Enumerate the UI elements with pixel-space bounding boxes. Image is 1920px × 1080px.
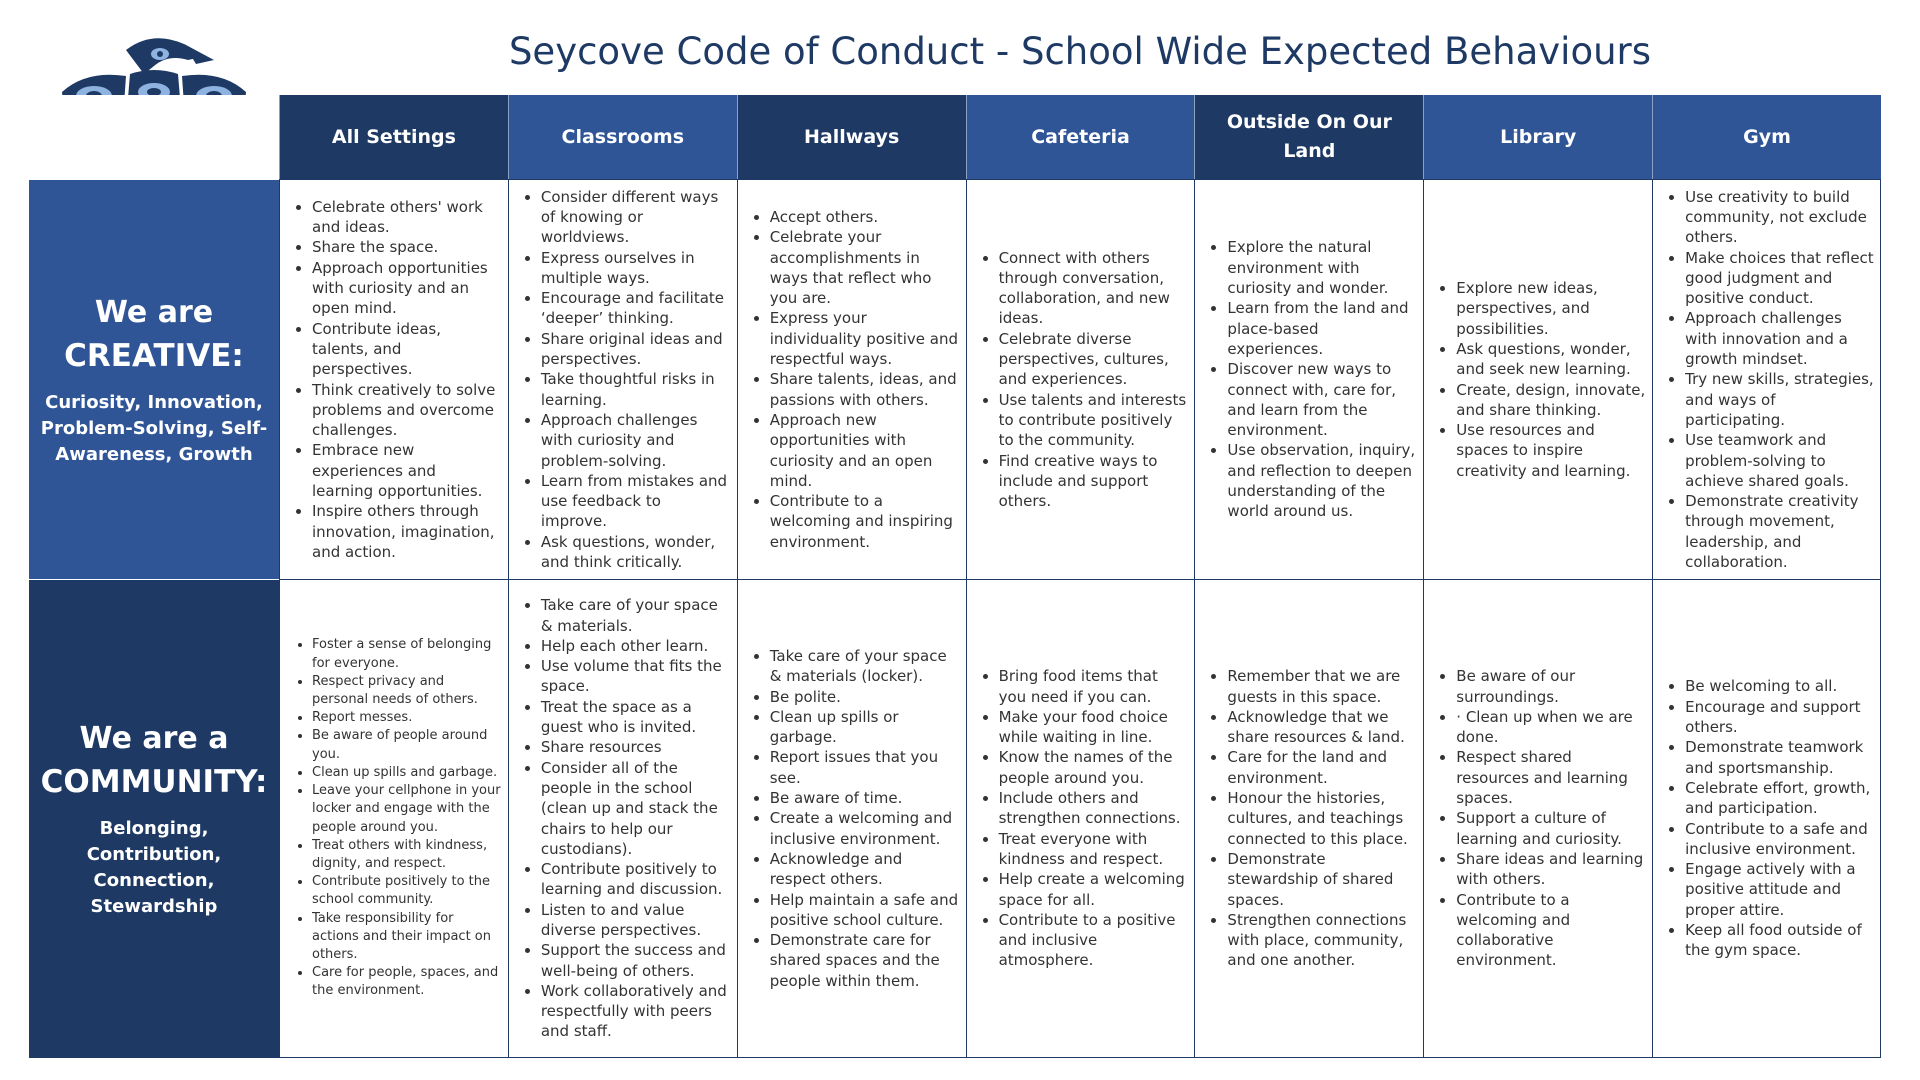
cell-community-hallways	[737, 579, 966, 1058]
code-of-conduct-table	[29, 95, 1881, 1058]
behaviour-item: • Take responsibility for actions and their impact on others.	[312, 910, 502, 965]
behaviour-item: • Make your food choice while waiting in line.	[999, 707, 1189, 748]
behaviour-item: • Report issues that you see.	[770, 747, 960, 788]
behaviour-item: • Consider different ways of knowing or worldviews.	[541, 187, 731, 248]
behaviour-item: • Approach challenges with curiosity and problem-solving.	[541, 410, 731, 471]
behaviour-item: • Contribute positively to learning and discussion.	[541, 859, 731, 900]
behaviour-item: • Bring food items that you need if you can.	[999, 666, 1189, 707]
behaviour-list	[288, 636, 502, 1000]
behaviour-item: • Use teamwork and problem-solving to achieve shared goals.	[1685, 430, 1874, 491]
cell-creative-all-settings	[279, 179, 508, 579]
page-title: Seycove Code of Conduct - School Wide Expected Behaviours	[508, 30, 1652, 73]
behaviour-item: • Include others and strengthen connections.	[999, 788, 1189, 829]
behaviour-item: • Care for the land and environment.	[1227, 747, 1417, 788]
cell-creative-hallways	[737, 179, 966, 579]
behaviour-item: • Demonstrate teamwork and sportsmanship.	[1685, 737, 1874, 778]
table-corner	[29, 95, 279, 179]
behaviour-item: • Work collaboratively and respectfully with peers and staff.	[541, 981, 731, 1042]
behaviour-item: • Encourage and facilitate ‘deeper’ thinking.	[541, 288, 731, 329]
behaviour-item: • Treat the space as a guest who is invited.	[541, 697, 731, 738]
behaviour-item: • Consider all of the people in the school (clean up and stack the chairs to help our custodians).	[541, 758, 731, 859]
behaviour-list	[1203, 666, 1417, 970]
behaviour-item: • Take care of your space & materials.	[541, 595, 731, 636]
behaviour-item: • Care for people, spaces, and the environment.	[312, 964, 502, 1000]
behaviour-item: • Share ideas and learning with others.	[1456, 849, 1646, 890]
behaviour-item: • Treat everyone with kindness and respect.	[999, 829, 1189, 870]
behaviour-item: • Inspire others through innovation, imagination, and action.	[312, 501, 502, 562]
behaviour-item: • Demonstrate creativity through movement, leadership, and collaboration.	[1685, 491, 1874, 572]
behaviour-item: • Explore new ideas, perspectives, and possibilities.	[1456, 278, 1646, 339]
behaviour-list	[1661, 187, 1874, 573]
cell-creative-outside-on-our-land	[1194, 179, 1423, 579]
behaviour-item: • Keep all food outside of the gym space.	[1685, 920, 1874, 961]
behaviour-item: • Demonstrate stewardship of shared spaces.	[1227, 849, 1417, 910]
behaviour-item: • Acknowledge that we share resources & land.	[1227, 707, 1417, 748]
row-header-values: Curiosity, Innovation, Problem-Solving, Self-Awareness, Growth	[40, 391, 268, 465]
behaviour-item: • Discover new ways to connect with, care for, and learn from the environment.	[1227, 359, 1417, 440]
behaviour-item: • Use volume that fits the space.	[541, 656, 731, 697]
column-header-classrooms: Classrooms	[508, 95, 737, 179]
behaviour-item: • · Clean up when we are done.	[1456, 707, 1646, 748]
behaviour-item: • Make choices that reflect good judgment and positive conduct.	[1685, 248, 1874, 309]
behaviour-item: • Remember that we are guests in this space.	[1227, 666, 1417, 707]
behaviour-item: • Connect with others through conversation, collaboration, and new ideas.	[999, 248, 1189, 329]
behaviour-item: • Ask questions, wonder, and seek new learning.	[1456, 339, 1646, 380]
behaviour-item: • Engage actively with a positive attitude and proper attire.	[1685, 859, 1874, 920]
behaviour-item: • Use talents and interests to contribute positively to the community.	[999, 390, 1189, 451]
behaviour-item: • Contribute to a safe and inclusive environment.	[1685, 819, 1874, 860]
cell-community-cafeteria	[966, 579, 1195, 1058]
behaviour-item: • Approach challenges with innovation and a growth mindset.	[1685, 308, 1874, 369]
behaviour-item: • Take thoughtful risks in learning.	[541, 369, 731, 410]
behaviour-item: • Demonstrate care for shared spaces and the people within them.	[770, 930, 960, 991]
behaviour-item: • Contribute to a welcoming and collaborative environment.	[1456, 890, 1646, 971]
behaviour-item: • Use creativity to build community, not exclude others.	[1685, 187, 1874, 248]
behaviour-item: • Contribute to a welcoming and inspiring environment.	[770, 491, 960, 552]
behaviour-item: • Know the names of the people around you.	[999, 747, 1189, 788]
behaviour-item: • Celebrate effort, growth, and participation.	[1685, 778, 1874, 819]
behaviour-item: • Use resources and spaces to inspire creativity and learning.	[1456, 420, 1646, 481]
behaviour-list	[1432, 278, 1646, 481]
row-header-lead: We are a	[79, 721, 229, 756]
behaviour-item: • Listen to and value diverse perspectives.	[541, 900, 731, 941]
behaviour-item: • Think creatively to solve problems and overcome challenges.	[312, 380, 502, 441]
behaviour-item: • Support the success and well-being of others.	[541, 940, 731, 981]
row-header-values: Belonging, Contribution, Connection, Stewardship	[86, 818, 222, 917]
cell-creative-library	[1423, 179, 1652, 579]
behaviour-item: • Clean up spills or garbage.	[770, 707, 960, 748]
behaviour-list	[746, 646, 960, 991]
row-header-title: CREATIVE:	[64, 337, 244, 374]
behaviour-item: • Acknowledge and respect others.	[770, 849, 960, 890]
behaviour-item: • Honour the histories, cultures, and teachings connected to this place.	[1227, 788, 1417, 849]
column-header-hallways: Hallways	[737, 95, 966, 179]
row-header-title: COMMUNITY:	[40, 764, 268, 800]
cell-creative-gym	[1652, 179, 1881, 579]
behaviour-item: • Embrace new experiences and learning opportunities.	[312, 440, 502, 501]
column-header-all-settings: All Settings	[279, 95, 508, 179]
column-header-library: Library	[1423, 95, 1652, 179]
behaviour-item: • Respect privacy and personal needs of others.	[312, 673, 502, 709]
behaviour-item: • Express your individuality positive and respectful ways.	[770, 308, 960, 369]
behaviour-item: • Respect shared resources and learning spaces.	[1456, 747, 1646, 808]
behaviour-item: • Express ourselves in multiple ways.	[541, 248, 731, 289]
cell-community-library	[1423, 579, 1652, 1058]
behaviour-item: • Support a culture of learning and curiosity.	[1456, 808, 1646, 849]
behaviour-item: • Be polite.	[770, 687, 960, 707]
column-header-outside-on-our-land: Outside On Our Land	[1194, 95, 1423, 179]
behaviour-item: • Celebrate others' work and ideas.	[312, 197, 502, 238]
behaviour-item: • Be aware of our surroundings.	[1456, 666, 1646, 707]
behaviour-item: • Share the space.	[312, 237, 502, 257]
column-header-gym: Gym	[1652, 95, 1881, 179]
behaviour-list	[517, 187, 731, 573]
behaviour-item: • Take care of your space & materials (locker).	[770, 646, 960, 687]
column-header-cafeteria: Cafeteria	[966, 95, 1195, 179]
behaviour-list	[1432, 666, 1646, 970]
behaviour-item: • Create a welcoming and inclusive environment.	[770, 808, 960, 849]
behaviour-item: • Help maintain a safe and positive school culture.	[770, 890, 960, 931]
behaviour-item: • Share talents, ideas, and passions with others.	[770, 369, 960, 410]
row-header-lead: We are	[94, 294, 214, 330]
behaviour-item: • Leave your cellphone in your locker and engage with the people around you.	[312, 782, 502, 837]
behaviour-item: • Help each other learn.	[541, 636, 731, 656]
behaviour-item: • Share resources	[541, 737, 731, 757]
behaviour-list	[975, 248, 1189, 512]
behaviour-list	[746, 207, 960, 552]
cell-community-classrooms	[508, 579, 737, 1058]
behaviour-item: • Be aware of time.	[770, 788, 960, 808]
row-header-community	[29, 579, 279, 1058]
behaviour-item: • Ask questions, wonder, and think critically.	[541, 532, 731, 573]
cell-creative-classrooms	[508, 179, 737, 579]
behaviour-list	[288, 197, 502, 562]
behaviour-item: • Strengthen connections with place, community, and one another.	[1227, 910, 1417, 971]
behaviour-item: • Explore the natural environment with curiosity and wonder.	[1227, 237, 1417, 298]
cell-community-all-settings	[279, 579, 508, 1058]
behaviour-item: • Contribute ideas, talents, and perspectives.	[312, 319, 502, 380]
behaviour-item: • Celebrate your accomplishments in ways that reflect who you are.	[770, 227, 960, 308]
behaviour-item: • Create, design, innovate, and share thinking.	[1456, 380, 1646, 421]
behaviour-item: • Celebrate diverse perspectives, cultures, and experiences.	[999, 329, 1189, 390]
behaviour-item: • Approach new opportunities with curiosity and an open mind.	[770, 410, 960, 491]
behaviour-item: • Encourage and support others.	[1685, 697, 1874, 738]
behaviour-item: • Be aware of people around you.	[312, 727, 502, 763]
cell-community-outside-on-our-land	[1194, 579, 1423, 1058]
behaviour-item: • Treat others with kindness, dignity, and respect.	[312, 837, 502, 873]
behaviour-list	[1203, 237, 1417, 521]
behaviour-list	[1661, 676, 1874, 960]
behaviour-item: • Use observation, inquiry, and reflection to deepen understanding of the world around us.	[1227, 440, 1417, 521]
behaviour-item: • Be welcoming to all.	[1685, 676, 1874, 696]
behaviour-item: • Accept others.	[770, 207, 960, 227]
behaviour-item: • Learn from mistakes and use feedback to improve.	[541, 471, 731, 532]
behaviour-item: • Contribute to a positive and inclusive atmosphere.	[999, 910, 1189, 971]
behaviour-list	[975, 666, 1189, 970]
behaviour-item: • Help create a welcoming space for all.	[999, 869, 1189, 910]
behaviour-item: • Foster a sense of belonging for everyone.	[312, 636, 502, 672]
behaviour-item: • Clean up spills and garbage.	[312, 764, 502, 782]
behaviour-item: • Learn from the land and place-based experiences.	[1227, 298, 1417, 359]
behaviour-item: • Report messes.	[312, 709, 502, 727]
behaviour-list	[517, 595, 731, 1042]
cell-community-gym	[1652, 579, 1881, 1058]
cell-creative-cafeteria	[966, 179, 1195, 579]
row-header-creative	[29, 179, 279, 579]
behaviour-item: • Contribute positively to the school community.	[312, 873, 502, 909]
behaviour-item: • Share original ideas and perspectives.	[541, 329, 731, 370]
behaviour-item: • Find creative ways to include and support others.	[999, 451, 1189, 512]
behaviour-item: • Approach opportunities with curiosity and an open mind.	[312, 258, 502, 319]
behaviour-item: • Try new skills, strategies, and ways of participating.	[1685, 369, 1874, 430]
